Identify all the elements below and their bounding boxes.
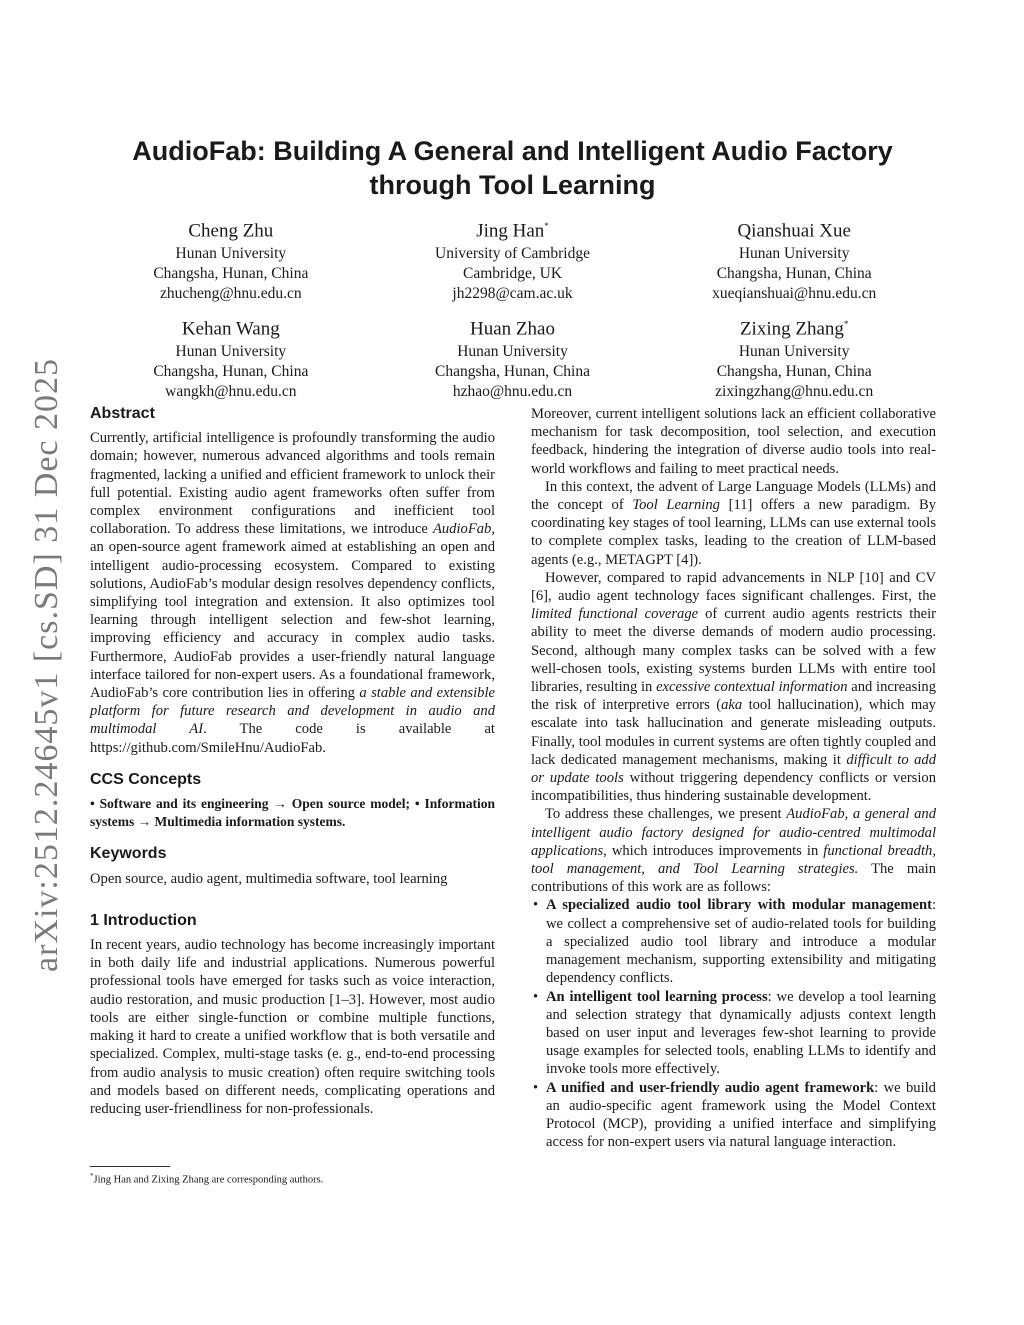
- keywords-section: [90, 845, 495, 887]
- author-affiliation: Hunan University: [175, 245, 287, 263]
- author-location: Changsha, Hunan, China: [716, 265, 872, 283]
- author-email[interactable]: wangkh@hnu.edu.cn: [165, 383, 297, 401]
- ccs-text: • Software and its engineering → Open source model; • Information systems → Multimedia information systems.: [90, 796, 495, 830]
- author-row-1: [90, 213, 935, 304]
- author-name: Kehan Wang: [181, 318, 280, 340]
- author-location: Cambridge, UK: [463, 265, 563, 283]
- author-block: [653, 311, 935, 402]
- abstract-section: [90, 405, 495, 757]
- author-name: Qianshuai Xue: [737, 220, 851, 242]
- ccs-heading: CCS Concepts: [90, 770, 202, 788]
- author-affiliation: Hunan University: [738, 245, 850, 263]
- right-column: [531, 405, 936, 1151]
- footnote: *Jing Han and Zixing Zhang are corresponding authors.: [90, 1172, 324, 1186]
- list-item: • A unified and user-friendly audio agent framework: we build an audio-specific agent framework using the Model Context Protocol (MCP), providing a unified interface and simplifying access for non-expert users via natural language interaction.: [531, 1079, 936, 1152]
- author-affiliation: Hunan University: [738, 343, 850, 361]
- author-location: Changsha, Hunan, China: [716, 363, 872, 381]
- corresponding-mark: *: [544, 221, 549, 231]
- author-email[interactable]: zhucheng@hnu.edu.cn: [159, 285, 302, 303]
- keywords-text: Open source, audio agent, multimedia software, tool learning: [90, 870, 448, 887]
- abstract-text: Currently, artificial intelligence is profoundly transforming the audio domain; however, numerous advanced algorithms and tools remain fragmented, lacking a unified and efficient framework to unlock their full potential. Existing audio agent frameworks often suffer from complex environment configurations and inefficient tool collaboration. To address these limitations, we introduce AudioFab, an open-source agent framework aimed at establishing an open and intelligent audio-processing ecosystem. Compared to existing solutions, AudioFab’s modular design resolves dependency conflicts, simplifying tool integration and extension. It also optimizes tool learning through intelligent selection and few-shot learning, improving efficiency and accuracy in complex audio tasks. Furthermore, AudioFab provides a user-friendly natural language interface tailored for non-expert users. As a foundational framework, AudioFab’s core contribution lies in offering a stable and extensible platform for future research and development in audio and multimodal AI. The code is available at https://github.com/SmileHnu/AudioFab.: [90, 430, 495, 756]
- corresponding-mark: *: [843, 319, 849, 329]
- introduction-paragraph: In recent years, audio technology has become increasingly important in both daily life and industrial applications. Numerous powerful professional tools have emerged for tasks such as voice interaction, audio restoration, and music production [1–3]. However, most audio tools are either single-function or combine multiple functions, making it hard to create a unified workflow that is both versatile and specialized. Complex, multi-stage tasks (e. g., end-to-end processing from audio analysis to music creation) often require switching tools and models based on different needs, complicating operations and reducing user-friendliness for non-professionals.: [90, 937, 495, 1117]
- author-row-2: [90, 311, 935, 402]
- author-location: Changsha, Hunan, China: [153, 363, 309, 381]
- author-block: [372, 213, 654, 304]
- body-paragraph: However, compared to rapid advancements in NLP [10] and CV [6], audio agent technology faces significant challenges. First, the limited functional coverage of current audio agents restricts their ability to meet the diverse demands of modern audio processing. Second, although many complex tasks can be solved with a few well-chosen tools, existing systems burden LLMs with entire tool libraries, resulting in excessive contextual information and increasing the risk of interpretive errors (aka tool hallucination), which may escalate into task hallucination and generate misleading outputs. Finally, tool modules in current systems are often tightly coupled and lack dedicated management mechanisms, making it difficult to add or update tools without triggering dependency conflicts or version incompatibilities, thus hindering sustainable development.: [531, 569, 937, 805]
- author-affiliation: University of Cambridge: [435, 245, 590, 263]
- list-item: • A specialized audio tool library with modular management: we collect a comprehensive set of audio-related tools for building a specialized audio tool library and introduce a modular management mechanism, supporting extensibility and mitigating dependency conflicts.: [531, 896, 936, 987]
- contribution-list: [531, 896, 936, 1151]
- paper-title: [90, 134, 935, 202]
- author-block: [90, 213, 372, 304]
- author-email[interactable]: hzhao@hnu.edu.cn: [452, 383, 573, 401]
- author-name: Zixing Zhang: [739, 318, 844, 340]
- author-block: [653, 213, 935, 304]
- body-paragraph: To address these challenges, we present AudioFab, a general and intelligent audio factory designed for audio-centred multimodal applications, which introduces improvements in functional breadth, tool management, and Tool Learning strategies. The main contributions of this work are as follows:: [531, 806, 937, 896]
- author-affiliation: Hunan University: [457, 343, 568, 361]
- body-paragraph: In this context, the advent of Large Language Models (LLMs) and the concept of Tool Learning [11] offers a new paradigm. By coordinating key stages of tool learning, LLMs can use external tools to complete complex tasks, leading to the creation of LLM-based agents (e.g., METAGPT [4]).: [531, 478, 937, 568]
- title-line-2: through Tool Learning: [369, 170, 656, 200]
- author-email[interactable]: zixingzhang@hnu.edu.cn: [715, 383, 874, 401]
- author-email[interactable]: xueqianshuai@hnu.edu.cn: [712, 285, 877, 303]
- author-email[interactable]: jh2298@cam.ac.uk: [452, 285, 573, 303]
- introduction-section: [90, 912, 495, 1118]
- author-location: Changsha, Hunan, China: [153, 265, 309, 283]
- abstract-heading: Abstract: [90, 405, 155, 422]
- introduction-heading: 1 Introduction: [90, 911, 197, 929]
- author-block: [90, 311, 372, 402]
- body-paragraph: Moreover, current intelligent solutions lack an efficient collaborative mechanism for task decomposition, tool selection, and execution feedback, hindering the integration of diverse audio tools into real-world workflows and failing to meet practical needs.: [531, 406, 936, 477]
- left-column: [90, 405, 495, 1132]
- arxiv-identifier: [22, 357, 72, 973]
- title-line-1: AudioFab: Building A General and Intelligent Audio Factory: [132, 136, 893, 166]
- list-item: • An intelligent tool learning process: we develop a tool learning and selection strategy that dynamically adjusts context length based on user input and leverages few-shot learning to provide usage examples for selected tools, enabling LLMs to identify and invoke tools more effectively.: [531, 988, 936, 1079]
- author-affiliation: Hunan University: [175, 343, 287, 361]
- author-location: Changsha, Hunan, China: [435, 363, 590, 381]
- footnote-text: Jing Han and Zixing Zhang are corresponding authors.: [93, 1174, 324, 1186]
- author-name: Jing Han: [476, 220, 545, 242]
- author-block: [372, 311, 654, 402]
- keywords-heading: Keywords: [90, 845, 167, 863]
- arxiv-id-text: arXiv:2512.24645v1 [cs.SD] 31 Dec 2025: [28, 357, 65, 973]
- author-name: Cheng Zhu: [188, 220, 274, 242]
- ccs-section: [90, 771, 495, 832]
- footnote-divider: [90, 1166, 170, 1167]
- author-name: Huan Zhao: [470, 318, 555, 340]
